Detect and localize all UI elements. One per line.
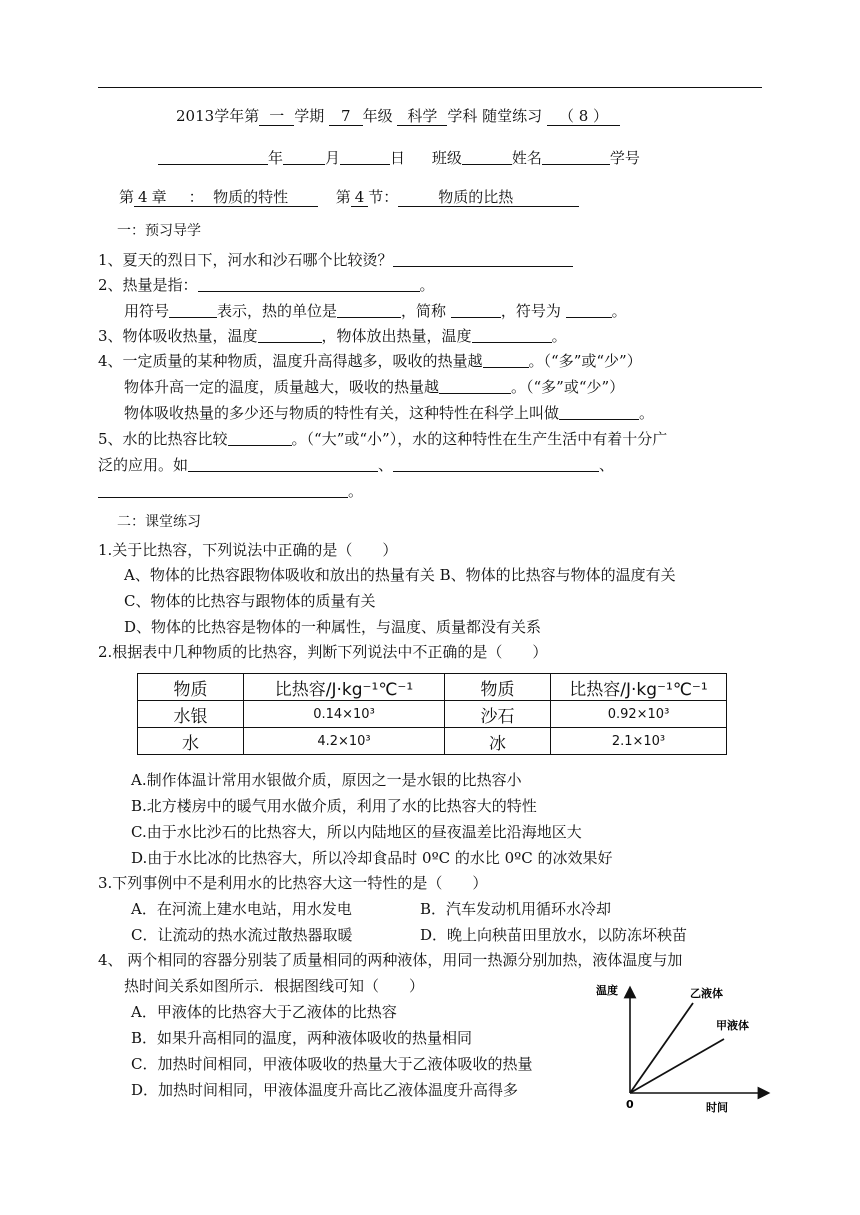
period: 。: [419, 276, 435, 294]
q3-text-1: 3、物体吸收热量，温度: [98, 327, 258, 345]
q5a-text-1: 5、水的比热容比较: [98, 430, 228, 448]
series-label-b: 乙液体: [690, 987, 723, 1000]
q2b-text-1: 用符号: [124, 302, 170, 320]
preview-q5c: [98, 481, 363, 501]
section-number: 4: [351, 188, 369, 207]
practice-q2-option-d: D.由于水比冰的比热容大，所以冷却食品时 0ºC 的水比 0ºC 的冰效果好: [131, 849, 613, 867]
practice-q1-option-d: D、物体的比热容是物体的一种属性，与温度、质量都没有关系: [124, 618, 542, 636]
class-blank[interactable]: [462, 149, 512, 165]
chapter-number: 4: [134, 188, 152, 207]
table-header-capacity: 比热容/J·kg⁻¹℃⁻¹: [244, 674, 445, 701]
period: 。: [551, 327, 567, 345]
preview-q5a: [98, 429, 667, 449]
q4a-text-2: 。（“多”或“少”）: [528, 352, 642, 370]
answer-blank[interactable]: [483, 352, 529, 368]
preview-q2-text: 2、热量是指：: [98, 276, 198, 294]
practice-q3-option-c: C．让流动的热水流过散热器取暖: [131, 926, 353, 944]
header-year: 2013: [176, 107, 215, 125]
preview-q4b: [124, 377, 624, 397]
practice-q4-option-b: B．如果升高相同的温度，两种液体吸收的热量相同: [131, 1029, 473, 1047]
answer-blank[interactable]: [393, 251, 573, 267]
preview-q4c: [124, 403, 654, 423]
table-header-substance: 物质: [138, 674, 244, 701]
section-prefix: 第: [335, 188, 351, 206]
period: 。: [639, 404, 655, 422]
practice-q3-option-b: B．汽车发动机用循环水冷却: [420, 900, 612, 918]
practice-q1: 1.关于比热容，下列说法中正确的是（ ）: [98, 541, 398, 559]
comma: 、: [378, 456, 394, 474]
specific-heat-table: [137, 673, 727, 755]
answer-blank[interactable]: [188, 456, 378, 472]
series-label-a: 甲液体: [716, 1019, 749, 1032]
table-cell: 冰: [445, 728, 551, 755]
q4b-text-2: 。（“多”或“少”）: [511, 378, 625, 396]
table-header-capacity: 比热容/J·kg⁻¹℃⁻¹: [551, 674, 727, 701]
practice-q2-option-b: B.北方楼房中的暖气用水做介质，利用了水的比热容大的特性: [131, 797, 537, 815]
answer-blank[interactable]: [559, 404, 639, 420]
temperature-time-graph: [592, 980, 772, 1115]
comma: 、: [599, 456, 615, 474]
answer-blank[interactable]: [451, 302, 501, 318]
practice-q4-line2: 热时间关系如图所示．根据图线可知（ ）: [124, 977, 425, 995]
header-term: 一: [259, 107, 294, 126]
answer-blank[interactable]: [566, 302, 612, 318]
preview-q2b: [124, 301, 627, 321]
series-line-b: [630, 1003, 693, 1093]
q4c-text: 物体吸收热量的多少还与物质的特性有关，这种特性在科学上叫做: [124, 404, 560, 422]
q3-text-2: ，物体放出热量，温度: [321, 327, 472, 345]
answer-blank[interactable]: [393, 456, 599, 472]
answer-blank[interactable]: [472, 327, 552, 343]
info-month-label: 月: [325, 149, 341, 167]
preview-q1: [98, 250, 573, 270]
practice-q3-option-d: D．晚上向秧苗田里放水，以防冻坏秧苗: [420, 926, 688, 944]
day-blank[interactable]: [340, 149, 390, 165]
q4a-text-1: 4、一定质量的某种物质，温度升高得越多，吸收的热量越: [98, 352, 483, 370]
q5a-text-2: 。（“大”或“小”），水的这种特性在生产生活中有着十分广: [291, 430, 668, 448]
q5b-text: 泛的应用。如: [98, 456, 189, 474]
preview-q1-text: 1、夏天的烈日下，河水和沙石哪个比较烫？: [98, 251, 393, 269]
q2b-text-4: ，符号为: [500, 302, 561, 320]
practice-q1-options-ab: A、物体的比热容跟物体吸收和放出的热量有关 B、物体的比热容与物体的温度有关: [124, 566, 676, 584]
table-header-substance: 物质: [445, 674, 551, 701]
series-line-a: [630, 1039, 724, 1093]
answer-blank[interactable]: [439, 378, 511, 394]
practice-q4-line1: 4、 两个相同的容器分别装了质量相同的两种液体，用同一热源分别加热，液体温度与加: [98, 951, 683, 969]
period: 。: [348, 482, 364, 500]
table-header-row: [138, 674, 727, 701]
table-row: [138, 728, 727, 755]
table-cell: 0.14×10³: [244, 701, 445, 728]
preview-q2: [98, 275, 435, 295]
student-info-line: [158, 148, 640, 168]
practice-q3-option-a: A．在河流上建水电站，用水发电: [131, 900, 352, 918]
header-text-3: 年级: [362, 107, 393, 125]
info-day-label: 日: [390, 149, 406, 167]
preview-q4a: [98, 351, 642, 371]
practice-heading: 二：课堂练习: [117, 514, 201, 530]
header-text-4: 学科 随堂练习: [447, 107, 543, 125]
year-blank[interactable]: [158, 149, 268, 165]
practice-q2-option-c: C.由于水比沙石的比热容大，所以内陆地区的昼夜温差比沿海地区大: [131, 823, 582, 841]
table-cell: 0.92×10³: [551, 701, 727, 728]
practice-q4-option-c: C．加热时间相同，甲液体吸收的热量大于乙液体吸收的热量: [131, 1055, 533, 1073]
chapter-title: 物质的特性: [213, 188, 289, 206]
preview-heading: 一：预习导学: [117, 223, 201, 239]
table-row: [138, 701, 727, 728]
table-cell: 2.1×10³: [551, 728, 727, 755]
chapter-suffix: 章: [151, 188, 167, 206]
x-axis-label: 时间: [706, 1101, 728, 1114]
table-cell: 4.2×10³: [244, 728, 445, 755]
q2b-text-3: ，简称: [401, 302, 447, 320]
info-class-label: 班级: [431, 149, 462, 167]
practice-q2: 2.根据表中几种物质的比热容，判断下列说法中不正确的是（ ）: [98, 643, 548, 661]
q4b-text-1: 物体升高一定的温度，质量越大，吸收的热量越: [124, 378, 440, 396]
q2b-text-2: 表示，热的单位是: [217, 302, 338, 320]
table-cell: 水银: [138, 701, 244, 728]
header-rule: [98, 87, 762, 88]
section-suffix: 节：: [368, 188, 399, 206]
header-exercise-no: （ 8 ）: [547, 107, 620, 126]
header-text-2: 学期: [294, 107, 325, 125]
header-grade: 7: [329, 107, 363, 126]
answer-blank[interactable]: [258, 327, 322, 343]
answer-blank[interactable]: [228, 430, 292, 446]
period: 。: [611, 302, 627, 320]
practice-q4-option-a: A．甲液体的比热容大于乙液体的比热容: [131, 1003, 397, 1021]
worksheet-header: [176, 106, 620, 126]
y-axis-label: 温度: [596, 984, 618, 997]
origin-label: 0: [626, 1098, 634, 1111]
header-subject: 科学: [397, 107, 447, 126]
answer-blank[interactable]: [98, 482, 348, 498]
preview-q3: [98, 326, 567, 346]
answer-blank[interactable]: [169, 302, 217, 318]
header-text-1: 学年第: [214, 107, 260, 125]
section-title: 物质的比热: [398, 188, 579, 207]
name-blank[interactable]: [542, 149, 610, 165]
preview-q5b: [98, 455, 614, 475]
answer-blank[interactable]: [337, 302, 401, 318]
practice-q4-option-d: D．加热时间相同，甲液体温度升高比乙液体温度升高得多: [131, 1081, 519, 1099]
info-id-label: 学号: [609, 149, 640, 167]
table-cell: 沙石: [445, 701, 551, 728]
info-year-label: 年: [268, 149, 284, 167]
practice-q3: 3.下列事例中不是利用水的比热容大这一特性的是（ ）: [98, 874, 488, 892]
practice-q2-option-a: A.制作体温计常用水银做介质，原因之一是水银的比热容小: [131, 771, 522, 789]
table-cell: 水: [138, 728, 244, 755]
month-blank[interactable]: [283, 149, 325, 165]
chapter-prefix: 第: [119, 188, 135, 206]
practice-q1-option-c: C、物体的比热容与跟物体的质量有关: [124, 592, 376, 610]
answer-blank[interactable]: [198, 276, 420, 292]
info-name-label: 姓名: [511, 149, 542, 167]
chapter-line: 第 4 章 ： 物质的特性 第 4 节： 物质的比热: [119, 187, 579, 207]
